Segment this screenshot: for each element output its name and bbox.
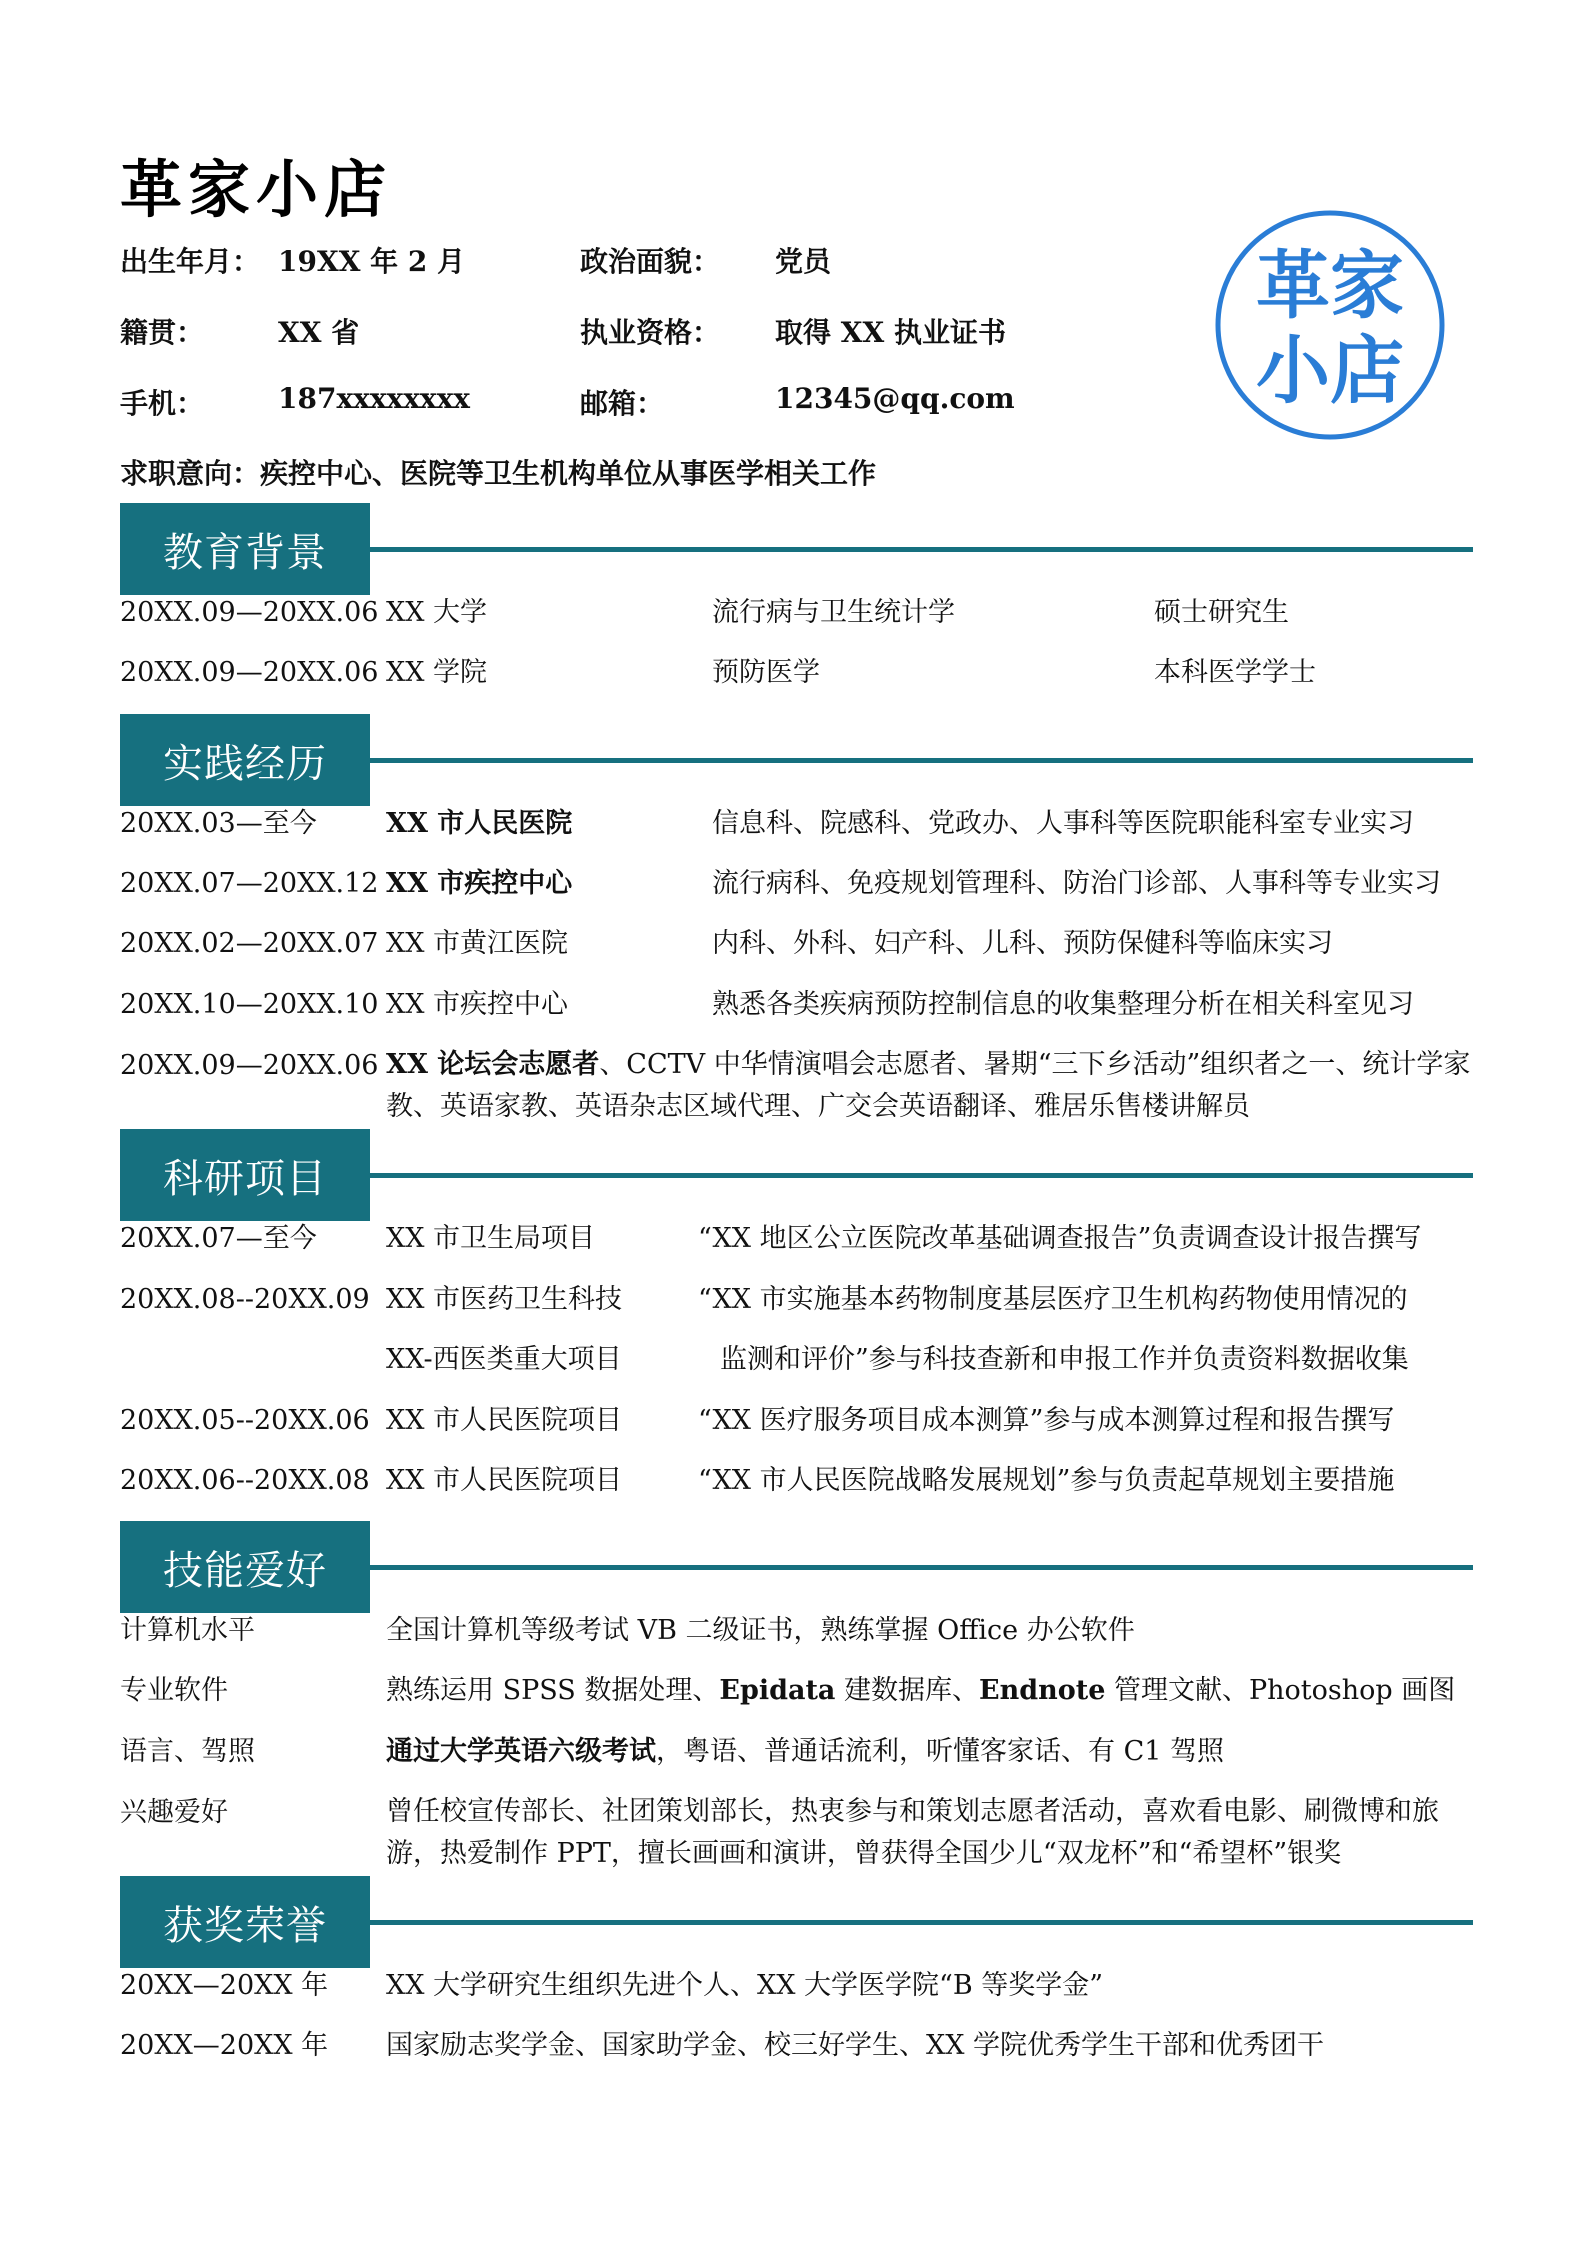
seal-line-2: 小店 — [1256, 328, 1404, 414]
origin-value: XX 省 — [278, 316, 360, 349]
section-awards — [120, 1876, 1473, 1968]
edu-major: 流行病与卫生统计学 — [712, 597, 955, 628]
job-objective: 求职意向：疾控中心、医院等卫生机构单位从事医学相关工作 — [120, 457, 877, 490]
software-endnote: Endnote — [979, 1675, 1106, 1706]
research-row — [120, 1459, 1480, 1503]
section-divider — [370, 547, 1473, 552]
research-row — [120, 1338, 1480, 1382]
research-row — [120, 1278, 1480, 1322]
section-title-practice: 实践经历 — [120, 714, 370, 806]
license-value: 取得 XX 执业证书 — [775, 316, 1006, 349]
section-education — [120, 503, 1473, 595]
practice-org: XX 市人民医院 — [386, 808, 573, 839]
award-text: XX 大学研究生组织先进个人、XX 大学医学院“B 等奖学金” — [386, 1970, 1104, 2001]
research-desc: “XX 市实施基本药物制度基层医疗卫生机构药物使用情况的 — [698, 1284, 1408, 1315]
skill-label: 语言、驾照 — [120, 1736, 255, 1767]
research-org: XX 市人民医院项目 — [386, 1465, 623, 1496]
practice-date: 20XX.02—20XX.07 — [120, 928, 379, 959]
research-date: 20XX.07—至今 — [120, 1223, 317, 1254]
practice-volunteer-row — [120, 1044, 1480, 1134]
politics-label: 政治面貌： — [580, 245, 721, 278]
info-row-contact — [120, 382, 1120, 422]
practice-date: 20XX.03—至今 — [120, 808, 317, 839]
research-org: XX-西医类重大项目 — [386, 1344, 622, 1375]
edu-major: 预防医学 — [712, 657, 820, 688]
skill-label: 专业软件 — [120, 1675, 228, 1706]
research-desc: “XX 地区公立医院改革基础调查报告”负责调查设计报告撰写 — [698, 1223, 1422, 1254]
email-label: 邮箱： — [580, 387, 665, 420]
section-divider — [370, 1173, 1473, 1178]
award-text: 国家励志奖学金、国家助学金、校三好学生、XX 学院优秀学生干部和优秀团干 — [386, 2030, 1325, 2061]
practice-desc: 熟悉各类疾病预防控制信息的收集整理分析在相关科室见习 — [712, 989, 1414, 1020]
language-rest: ，粤语、普通话流利，听懂客家话、有 C1 驾照 — [656, 1736, 1225, 1767]
skill-text — [386, 1730, 1224, 1774]
research-date: 20XX.06--20XX.08 — [120, 1465, 370, 1496]
award-date: 20XX—20XX 年 — [120, 1970, 329, 2001]
section-title-awards: 获奖荣誉 — [120, 1876, 370, 1968]
section-divider — [370, 758, 1473, 763]
phone-label: 手机： — [120, 387, 205, 420]
volunteer-text — [386, 1044, 1476, 1128]
seal-logo — [1213, 208, 1447, 442]
edu-date: 20XX.09—20XX.06 — [120, 657, 379, 688]
section-divider — [370, 1920, 1473, 1925]
research-date: 20XX.05--20XX.06 — [120, 1405, 370, 1436]
section-divider — [370, 1565, 1473, 1570]
practice-org: XX 市疾控中心 — [386, 989, 569, 1020]
seal-line-1: 革家 — [1256, 243, 1404, 329]
research-row — [120, 1399, 1480, 1443]
section-title-research: 科研项目 — [120, 1129, 370, 1221]
origin-label: 籍贯： — [120, 316, 205, 349]
volunteer-date: 20XX.09—20XX.06 — [120, 1050, 379, 1081]
skill-label: 兴趣爱好 — [120, 1797, 228, 1828]
practice-row — [120, 862, 1480, 906]
birth-value: 19XX 年 2 月 — [278, 245, 466, 278]
edu-school: XX 学院 — [386, 657, 488, 688]
software-part: 管理文献、Photoshop 画图 — [1105, 1675, 1456, 1706]
practice-row — [120, 922, 1480, 966]
practice-date: 20XX.10—20XX.10 — [120, 989, 379, 1020]
award-row — [120, 1964, 1480, 2008]
practice-org: XX 市黄江医院 — [386, 928, 569, 959]
section-skills — [120, 1521, 1473, 1613]
edu-degree: 本科医学学士 — [1154, 657, 1316, 688]
research-row — [120, 1217, 1480, 1261]
practice-desc: 流行病科、免疫规划管理科、防治门诊部、人事科等专业实习 — [712, 868, 1441, 899]
skill-text: 曾任校宣传部长、社团策划部长，热衷参与和策划志愿者活动，喜欢看电影、刷微博和旅游，热爱制作 PPT，擅长画画和演讲，曾获得全国少儿“双龙杯”和“希望杯”银奖 — [386, 1796, 1439, 1869]
award-date: 20XX—20XX 年 — [120, 2030, 329, 2061]
volunteer-rest: 、CCTV 中华情演唱会志愿者、暑期“三下乡活动”组织者之一、统计学家教、英语家教、英语杂志区域代理、广交会英语翻译、雅居乐售楼讲解员 — [386, 1049, 1471, 1122]
practice-org: XX 市疾控中心 — [386, 868, 573, 899]
education-row — [120, 651, 1480, 695]
award-row — [120, 2024, 1480, 2068]
research-org: XX 市卫生局项目 — [386, 1223, 596, 1254]
skill-row-hobby — [120, 1791, 1480, 1881]
research-desc: “XX 市人民医院战略发展规划”参与负责起草规划主要措施 — [698, 1465, 1395, 1496]
phone-value: 187xxxxxxxx — [278, 382, 470, 415]
research-org: XX 市人民医院项目 — [386, 1405, 623, 1436]
section-title-education: 教育背景 — [120, 503, 370, 595]
skill-row-software — [120, 1669, 1480, 1713]
info-row-birth — [120, 240, 1120, 280]
research-date: 20XX.08--20XX.09 — [120, 1284, 370, 1315]
section-practice — [120, 714, 1473, 806]
practice-desc: 信息科、院感科、党政办、人事科等医院职能科室专业实习 — [712, 808, 1414, 839]
skill-row-language — [120, 1730, 1480, 1774]
birth-label: 出生年月： — [120, 245, 261, 278]
edu-school: XX 大学 — [386, 597, 488, 628]
email-value: 12345@qq.com — [775, 382, 1015, 415]
research-desc: “XX 医疗服务项目成本测算”参与成本测算过程和报告撰写 — [698, 1405, 1395, 1436]
research-desc: 监测和评价”参与科技查新和申报工作并负责资料数据收集 — [720, 1344, 1409, 1375]
skill-text: 全国计算机等级考试 VB 二级证书，熟练掌握 Office 办公软件 — [386, 1615, 1135, 1646]
practice-row — [120, 802, 1480, 846]
language-bold: 通过大学英语六级考试 — [386, 1736, 656, 1767]
resume-name: 革家小店 — [120, 153, 393, 226]
politics-value: 党员 — [775, 245, 832, 278]
practice-date: 20XX.07—20XX.12 — [120, 868, 379, 899]
license-label: 执业资格： — [580, 316, 721, 349]
research-org: XX 市医药卫生科技 — [386, 1284, 623, 1315]
section-title-skills: 技能爱好 — [120, 1521, 370, 1613]
edu-degree: 硕士研究生 — [1154, 597, 1289, 628]
skill-label: 计算机水平 — [120, 1615, 255, 1646]
education-row — [120, 591, 1480, 635]
volunteer-bold: XX 论坛会志愿者 — [386, 1049, 600, 1080]
skill-row-computer — [120, 1609, 1480, 1653]
practice-desc: 内科、外科、妇产科、儿科、预防保健科等临床实习 — [712, 928, 1333, 959]
section-research — [120, 1129, 1473, 1221]
practice-row — [120, 983, 1480, 1027]
software-part: 熟练运用 SPSS 数据处理、 — [386, 1675, 720, 1706]
software-part: 建数据库、 — [835, 1675, 980, 1706]
skill-text — [386, 1669, 1455, 1713]
edu-date: 20XX.09—20XX.06 — [120, 597, 379, 628]
info-row-origin — [120, 311, 1120, 351]
software-epidata: Epidata — [719, 1675, 836, 1706]
